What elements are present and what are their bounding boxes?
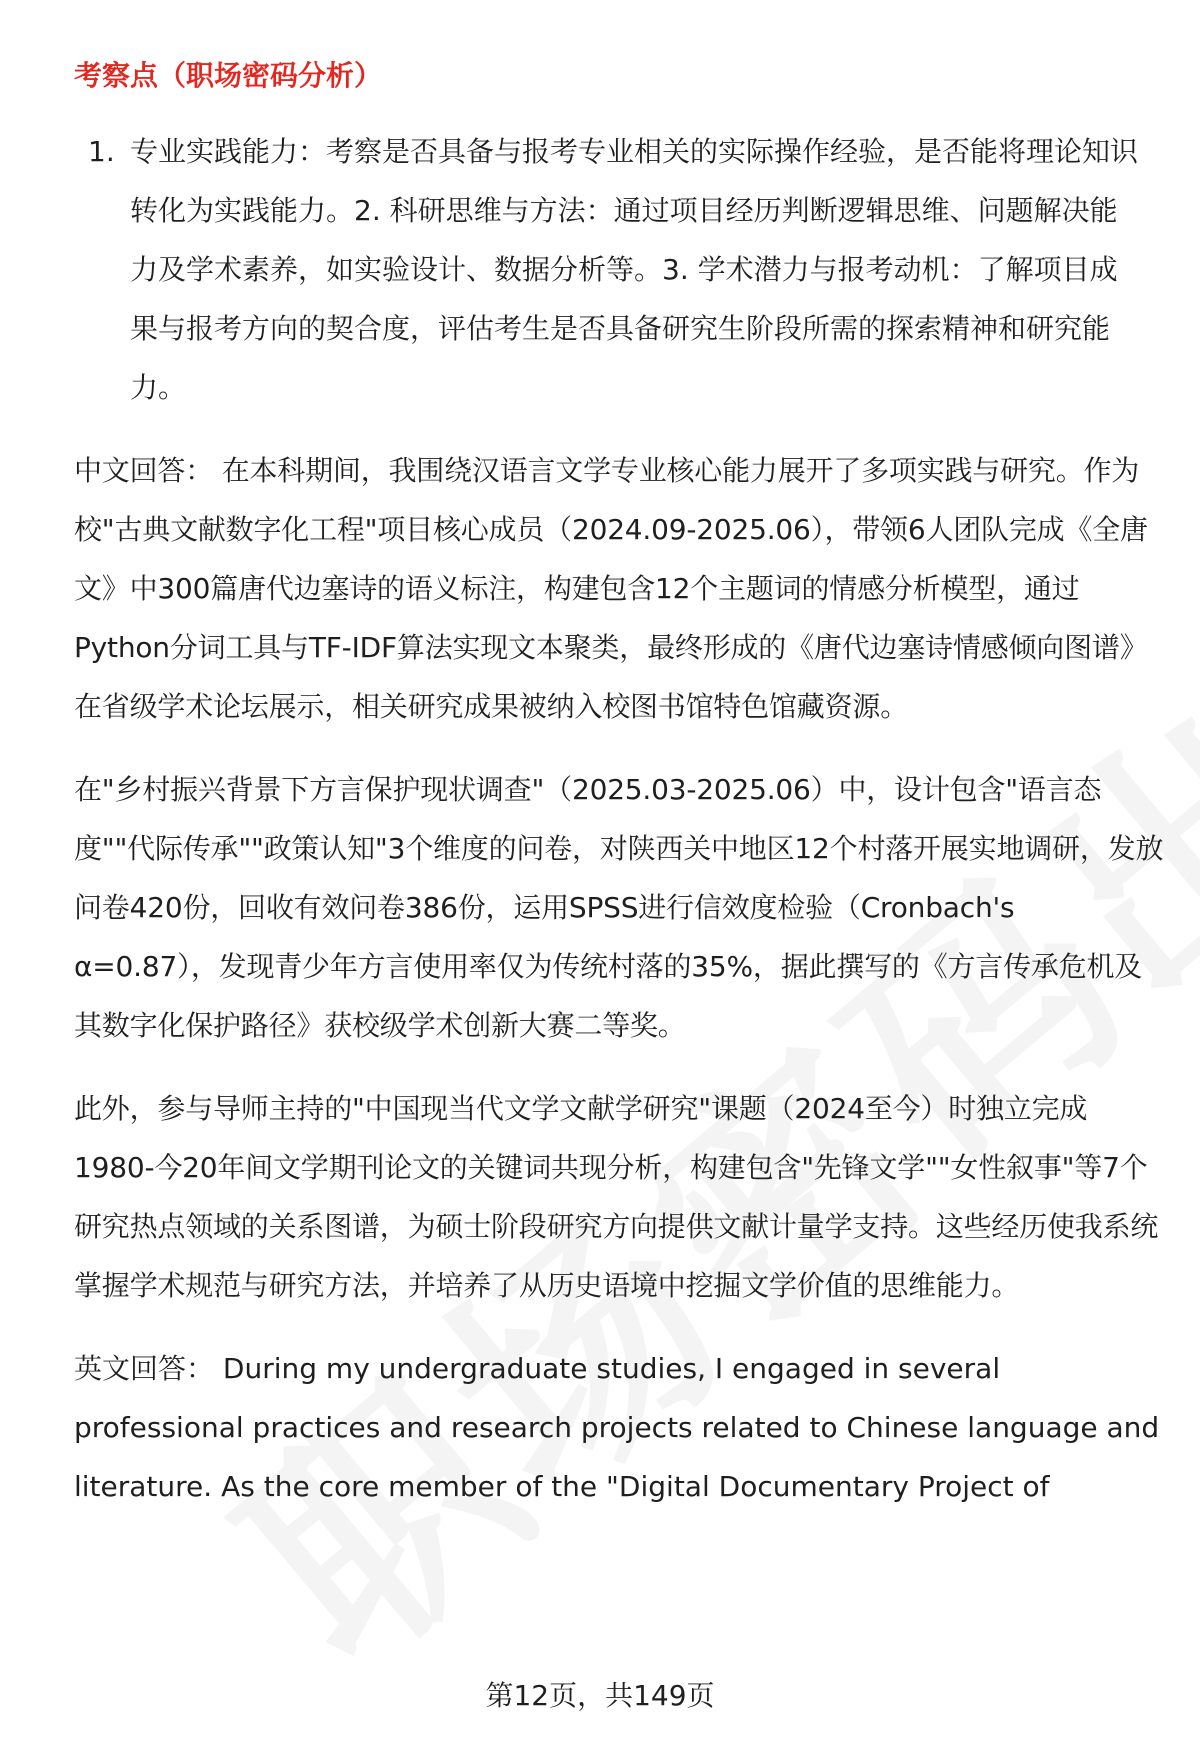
- page-footer: 第12页，共149页: [485, 1679, 715, 1712]
- list-marker: 1.: [88, 135, 115, 168]
- paragraph-chinese-answer: 中文回答： 在本科期间，我围绕汉语言文学专业核心能力展开了多项实践与研究。作为校"古典文献数字化工程"项目核心成员（2024.09-2025.06），带领6人团队完成《全唐文》中300篇唐代边塞诗的语义标注，构建包含12个主题词的情感分析模型，通过Python分词工具与TF-IDF算法实现文本聚类，最终形成的《唐代边塞诗情感倾向图谱》在省级学术论坛展示，相关研究成果被纳入校图书馆特色馆藏资源。: [74, 454, 1148, 723]
- content-area: [74, 56, 1164, 1540]
- paragraph-additional-research: 此外，参与导师主持的"中国现当代文学文献学研究"课题（2024至今）时独立完成1980-今20年间文学期刊论文的关键词共现分析，构建包含"先锋文学""女性叙事"等7个研究热点领域的关系图谱，为硕士阶段研究方向提供文献计量学支持。这些经历使我系统掌握学术规范与研究方法，并培养了从历史语境中挖掘文学价值的思维能力。: [74, 1092, 1159, 1302]
- paragraph-english-answer: 英文回答： During my undergraduate studies, I engaged in several professional practices and research projects related to Chinese language and literature. As the core member of the "Digital Documentary Project of: [74, 1352, 1160, 1503]
- paragraph-dialect-survey: 在"乡村振兴背景下方言保护现状调查"（2025.03-2025.06）中，设计包含"语言态度""代际传承""政策认知"3个维度的问卷，对陕西关中地区12个村落开展实地调研，发放问卷420份，回收有效问卷386份，运用SPSS进行信效度检验（Cronbach's α=0.87），发现青少年方言使用率仅为传统村落的35%，据此撰写的《方言传承危机及其数字化保护路径》获校级学术创新大赛二等奖。: [74, 773, 1164, 1042]
- list-item-text: 专业实践能力：考察是否具备与报考专业相关的实际操作经验，是否能将理论知识转化为实践能力。2. 科研思维与方法：通过项目经历判断逻辑思维、问题解决能力及学术素养，如实验设计、数据分析等。3. 学术潜力与报考动机：了解项目成果与报考方向的契合度，评估考生是否具备研究生阶段所需的探索精神和研究能力。: [130, 135, 1139, 404]
- ordered-list: [88, 122, 1164, 417]
- section-heading: 考察点（职场密码分析）: [74, 59, 383, 92]
